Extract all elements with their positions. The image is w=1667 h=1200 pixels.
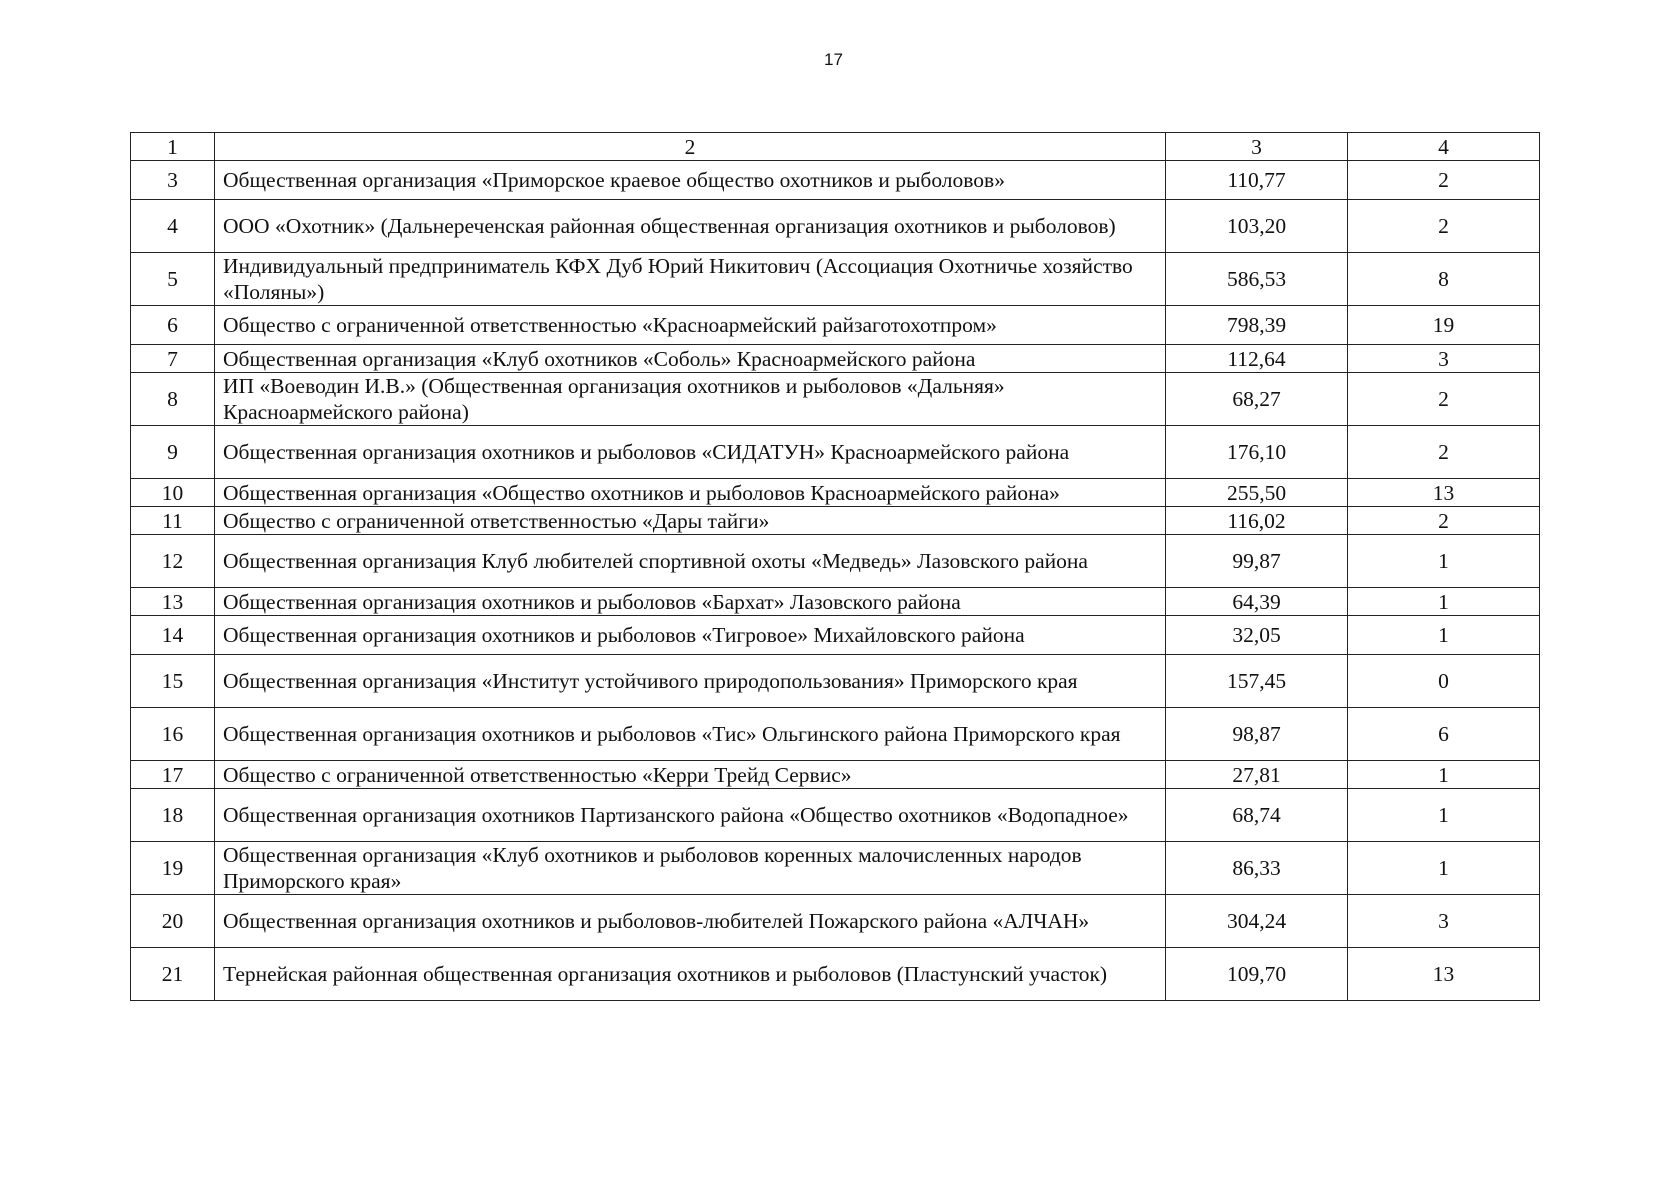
- organization-name: Общественная организация охотников и рыболовов «Тигровое» Михайловского района: [215, 616, 1166, 655]
- organization-name: Общественная организация охотников и рыболовов-любителей Пожарского района «АЛЧАН»: [215, 895, 1166, 948]
- count-value: 3: [1348, 895, 1540, 948]
- row-number: 6: [131, 306, 215, 345]
- table-row: [131, 479, 1540, 507]
- area-value: 116,02: [1166, 507, 1348, 535]
- table-row: [131, 426, 1540, 479]
- row-number: 11: [131, 507, 215, 535]
- table-row: [131, 588, 1540, 616]
- row-number: 14: [131, 616, 215, 655]
- area-value: 103,20: [1166, 200, 1348, 253]
- count-value: 1: [1348, 535, 1540, 588]
- count-value: 3: [1348, 345, 1540, 373]
- table-row: [131, 842, 1540, 895]
- area-value: 112,64: [1166, 345, 1348, 373]
- organization-name: ООО «Охотник» (Дальнереченская районная общественная организация охотников и рыболовов): [215, 200, 1166, 253]
- table-row: [131, 895, 1540, 948]
- row-number: 8: [131, 373, 215, 426]
- row-number: 20: [131, 895, 215, 948]
- table-row: [131, 161, 1540, 200]
- area-value: 68,74: [1166, 789, 1348, 842]
- organization-name: Общественная организация «Институт устойчивого природопользования» Приморского края: [215, 655, 1166, 708]
- organization-name: Общественная организация охотников Партизанского района «Общество охотников «Водопадное»: [215, 789, 1166, 842]
- area-value: 798,39: [1166, 306, 1348, 345]
- header-cell-3: 3: [1166, 133, 1348, 161]
- count-value: 13: [1348, 948, 1540, 1001]
- row-number: 15: [131, 655, 215, 708]
- area-value: 32,05: [1166, 616, 1348, 655]
- organization-name: Общественная организация «Клуб охотников «Соболь» Красноармейского района: [215, 345, 1166, 373]
- area-value: 68,27: [1166, 373, 1348, 426]
- page-number: 17: [824, 50, 843, 69]
- table-header-row: [131, 133, 1540, 161]
- organization-name: Общественная организация Клуб любителей спортивной охоты «Медведь» Лазовского района: [215, 535, 1166, 588]
- table-row: [131, 948, 1540, 1001]
- count-value: 13: [1348, 479, 1540, 507]
- table-row: [131, 200, 1540, 253]
- row-number: 7: [131, 345, 215, 373]
- area-value: 86,33: [1166, 842, 1348, 895]
- table-row: [131, 373, 1540, 426]
- row-number: 12: [131, 535, 215, 588]
- row-number: 18: [131, 789, 215, 842]
- header-cell-4: 4: [1348, 133, 1540, 161]
- row-number: 21: [131, 948, 215, 1001]
- organization-name: Общественная организация охотников и рыболовов «Тис» Ольгинского района Приморского края: [215, 708, 1166, 761]
- row-number: 17: [131, 761, 215, 789]
- organization-name: Общество с ограниченной ответственностью «Дары тайги»: [215, 507, 1166, 535]
- count-value: 2: [1348, 426, 1540, 479]
- row-number: 13: [131, 588, 215, 616]
- table-row: [131, 616, 1540, 655]
- count-value: 1: [1348, 842, 1540, 895]
- count-value: 1: [1348, 789, 1540, 842]
- count-value: 19: [1348, 306, 1540, 345]
- table-row: [131, 535, 1540, 588]
- count-value: 6: [1348, 708, 1540, 761]
- count-value: 2: [1348, 200, 1540, 253]
- header-cell-2: 2: [215, 133, 1166, 161]
- organization-name: Общество с ограниченной ответственностью «Керри Трейд Сервис»: [215, 761, 1166, 789]
- count-value: 1: [1348, 616, 1540, 655]
- organization-name: ИП «Воеводин И.В.» (Общественная организация охотников и рыболовов «Дальняя» Красноармейского района): [215, 373, 1166, 426]
- table-row: [131, 655, 1540, 708]
- table-row: [131, 507, 1540, 535]
- organization-name: Общественная организация «Приморское краевое общество охотников и рыболовов»: [215, 161, 1166, 200]
- row-number: 3: [131, 161, 215, 200]
- area-value: 176,10: [1166, 426, 1348, 479]
- count-value: 1: [1348, 761, 1540, 789]
- area-value: 110,77: [1166, 161, 1348, 200]
- area-value: 255,50: [1166, 479, 1348, 507]
- count-value: 2: [1348, 507, 1540, 535]
- row-number: 9: [131, 426, 215, 479]
- table-row: [131, 345, 1540, 373]
- organization-name: Общественная организация «Общество охотников и рыболовов Красноармейского района»: [215, 479, 1166, 507]
- count-value: 8: [1348, 253, 1540, 306]
- row-number: 4: [131, 200, 215, 253]
- count-value: 2: [1348, 161, 1540, 200]
- area-value: 27,81: [1166, 761, 1348, 789]
- area-value: 98,87: [1166, 708, 1348, 761]
- organization-name: Общество с ограниченной ответственностью «Красноармейский райзаготохотпром»: [215, 306, 1166, 345]
- table-row: [131, 761, 1540, 789]
- table-row: [131, 708, 1540, 761]
- header-cell-1: 1: [131, 133, 215, 161]
- table-row: [131, 253, 1540, 306]
- count-value: 0: [1348, 655, 1540, 708]
- count-value: 2: [1348, 373, 1540, 426]
- row-number: 16: [131, 708, 215, 761]
- row-number: 5: [131, 253, 215, 306]
- area-value: 109,70: [1166, 948, 1348, 1001]
- area-value: 157,45: [1166, 655, 1348, 708]
- count-value: 1: [1348, 588, 1540, 616]
- organization-name: Тернейская районная общественная организация охотников и рыболовов (Пластунский участок): [215, 948, 1166, 1001]
- organization-name: Общественная организация охотников и рыболовов «Бархат» Лазовского района: [215, 588, 1166, 616]
- organization-name: Общественная организация «Клуб охотников и рыболовов коренных малочисленных народов Приморского края»: [215, 842, 1166, 895]
- row-number: 10: [131, 479, 215, 507]
- table-row: [131, 306, 1540, 345]
- organization-name: Индивидуальный предприниматель КФХ Дуб Юрий Никитович (Ассоциация Охотничье хозяйство «Поляны»): [215, 253, 1166, 306]
- area-value: 64,39: [1166, 588, 1348, 616]
- area-value: 99,87: [1166, 535, 1348, 588]
- table-row: [131, 789, 1540, 842]
- area-value: 304,24: [1166, 895, 1348, 948]
- area-value: 586,53: [1166, 253, 1348, 306]
- data-table: [130, 132, 1540, 1001]
- row-number: 19: [131, 842, 215, 895]
- organization-name: Общественная организация охотников и рыболовов «СИДАТУН» Красноармейского района: [215, 426, 1166, 479]
